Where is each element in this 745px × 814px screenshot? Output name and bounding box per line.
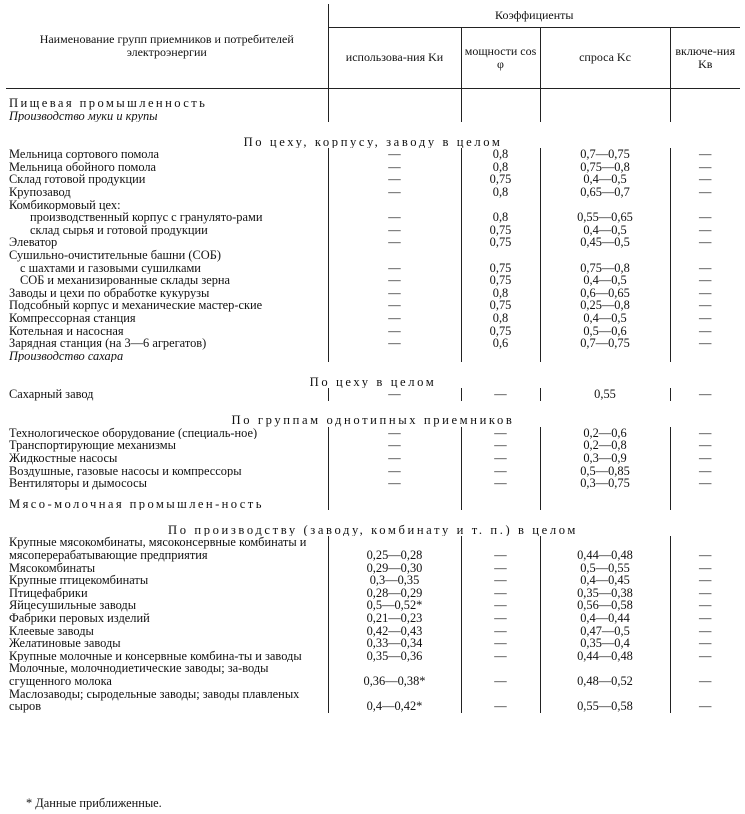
subsection-row xyxy=(6,350,740,363)
empty-cell xyxy=(328,490,461,511)
table-row xyxy=(6,427,740,440)
section-title: Пищевая промышленность xyxy=(9,96,208,110)
cell-kc: 0,4—0,5 xyxy=(540,312,670,325)
empty-cell xyxy=(328,110,461,123)
cell-kv: — xyxy=(670,388,740,401)
cell-kv: — xyxy=(670,536,740,561)
cell-kc: 0,7—0,75 xyxy=(540,148,670,161)
cell-kc: 0,48—0,52 xyxy=(540,662,670,687)
cell-cos: — xyxy=(461,536,540,561)
cell-ki: — xyxy=(328,388,461,401)
cell-kv: — xyxy=(670,262,740,275)
cell-cos: 0,75 xyxy=(461,224,540,237)
group-title: По цеху в целом xyxy=(309,374,437,389)
cell-kv xyxy=(670,249,740,262)
cell-ki: — xyxy=(328,325,461,338)
table-row xyxy=(6,236,740,249)
row-name: Склад готовой продукции xyxy=(9,173,146,186)
cell-cos: 0,8 xyxy=(461,161,540,174)
table-row xyxy=(6,274,740,287)
header-kv: включе-ния Kв xyxy=(670,27,740,88)
table-row xyxy=(6,439,740,452)
section-row xyxy=(6,490,740,511)
empty-cell xyxy=(540,490,670,511)
cell-cos: 0,75 xyxy=(461,236,540,249)
cell-kc: 0,55—0,65 xyxy=(540,211,670,224)
cell-kv: — xyxy=(670,274,740,287)
group-title: По производству (заводу, комбинату и т. п.) в целом xyxy=(168,522,578,537)
row-name: Заводы и цехи по обработке кукурузы xyxy=(9,286,210,300)
row-name: Воздушные, газовые насосы и компрессоры xyxy=(9,464,242,478)
cell-cos: — xyxy=(461,650,540,663)
cell-kc xyxy=(540,199,670,212)
cell-ki: 0,33—0,34 xyxy=(328,637,461,650)
cell-kv: — xyxy=(670,173,740,186)
table-body xyxy=(6,89,740,713)
table-row xyxy=(6,148,740,161)
cell-ki: — xyxy=(328,427,461,440)
row-name: Желатиновые заводы xyxy=(9,637,121,650)
cell-kc: 0,35—0,38 xyxy=(540,587,670,600)
empty-cell xyxy=(461,350,540,363)
cell-cos: — xyxy=(461,688,540,713)
cell-cos: 0,8 xyxy=(461,148,540,161)
table-row xyxy=(6,262,740,275)
empty-cell xyxy=(540,110,670,123)
row-name: Мельница обойного помола xyxy=(9,160,157,174)
cell-cos: 0,75 xyxy=(461,173,540,186)
cell-ki: 0,42—0,43 xyxy=(328,625,461,638)
cell-ki: — xyxy=(328,439,461,452)
cell-ki: 0,28—0,29 xyxy=(328,587,461,600)
row-name: Крупные мясокомбинаты, мясоконсервные комбинаты и мясоперерабатывающие предприятия xyxy=(9,536,307,562)
table-row xyxy=(6,211,740,224)
cell-ki: — xyxy=(328,465,461,478)
cell-kv: — xyxy=(670,236,740,249)
cell-ki: — xyxy=(328,211,461,224)
group-title-row xyxy=(6,510,740,536)
cell-kv: — xyxy=(670,148,740,161)
cell-kc xyxy=(540,249,670,262)
table-row xyxy=(6,452,740,465)
cell-ki: — xyxy=(328,262,461,275)
header-cos: мощности cos φ xyxy=(461,27,540,88)
cell-kc: 0,2—0,6 xyxy=(540,427,670,440)
row-name: Технологическое оборудование (специаль-ное) xyxy=(9,426,258,440)
row-name: Клеевые заводы xyxy=(9,624,94,638)
cell-cos: 0,8 xyxy=(461,312,540,325)
cell-kc: 0,3—0,75 xyxy=(540,477,670,490)
cell-cos: 0,8 xyxy=(461,211,540,224)
cell-kc: 0,25—0,8 xyxy=(540,299,670,312)
cell-kc: 0,7—0,75 xyxy=(540,337,670,350)
cell-kc: 0,44—0,48 xyxy=(540,650,670,663)
subsection-title: Производство муки и крупы xyxy=(9,109,158,123)
cell-cos: 0,75 xyxy=(461,325,540,338)
cell-cos: — xyxy=(461,587,540,600)
cell-ki: 0,5—0,52* xyxy=(328,599,461,612)
cell-kv xyxy=(670,199,740,212)
row-name: производственный корпус с гранулято-рами xyxy=(30,211,263,224)
cell-kv: — xyxy=(670,312,740,325)
cell-cos: 0,8 xyxy=(461,186,540,199)
table-row xyxy=(6,337,740,350)
row-name: Крупные птицекомбинаты xyxy=(9,574,149,587)
cell-ki: 0,35—0,36 xyxy=(328,650,461,663)
cell-kv: — xyxy=(670,688,740,713)
row-name: Мясокомбинаты xyxy=(9,561,96,575)
group-title-row xyxy=(6,401,740,427)
empty-cell xyxy=(461,89,540,110)
row-name: Компрессорная станция xyxy=(9,311,136,325)
cell-kv: — xyxy=(670,612,740,625)
cell-kc: 0,44—0,48 xyxy=(540,536,670,561)
cell-kv: — xyxy=(670,650,740,663)
cell-kc: 0,35—0,4 xyxy=(540,637,670,650)
cell-cos: 0,75 xyxy=(461,274,540,287)
cell-kc: 0,55 xyxy=(540,388,670,401)
cell-kc: 0,4—0,44 xyxy=(540,612,670,625)
header-name-text: Наименование групп приемников и потребителей электроэнергии xyxy=(39,32,294,59)
cell-ki: 0,3—0,35 xyxy=(328,574,461,587)
empty-cell xyxy=(670,490,740,511)
cell-ki: — xyxy=(328,173,461,186)
table-row xyxy=(6,637,740,650)
table-row xyxy=(6,587,740,600)
table-row xyxy=(6,173,740,186)
row-name: Птицефабрики xyxy=(9,586,88,600)
cell-ki xyxy=(328,249,461,262)
table-row xyxy=(6,536,740,561)
cell-cos: 0,75 xyxy=(461,299,540,312)
table-row xyxy=(6,186,740,199)
cell-ki xyxy=(328,199,461,212)
table-row xyxy=(6,287,740,300)
table-row xyxy=(6,574,740,587)
table-row xyxy=(6,477,740,490)
cell-kv: — xyxy=(670,186,740,199)
cell-kc: 0,55—0,58 xyxy=(540,688,670,713)
cell-kv: — xyxy=(670,224,740,237)
empty-cell xyxy=(670,110,740,123)
footnote: * Данные приближенные. xyxy=(26,796,162,810)
empty-cell xyxy=(670,350,740,363)
cell-ki: — xyxy=(328,274,461,287)
cell-cos: — xyxy=(461,625,540,638)
cell-ki: 0,21—0,23 xyxy=(328,612,461,625)
cell-kc: 0,2—0,8 xyxy=(540,439,670,452)
cell-ki: — xyxy=(328,299,461,312)
cell-kv: — xyxy=(670,337,740,350)
row-name: Молочные, молочнодиетические заводы; за-воды сгущенного молока xyxy=(9,662,269,688)
cell-cos: 0,6 xyxy=(461,337,540,350)
table-row xyxy=(6,612,740,625)
cell-kv: — xyxy=(670,211,740,224)
subsection-title: Производство сахара xyxy=(9,349,124,363)
cell-kv: — xyxy=(670,637,740,650)
cell-cos: — xyxy=(461,637,540,650)
cell-kc: 0,4—0,5 xyxy=(540,274,670,287)
row-name: Комбикормовый цех: xyxy=(9,198,121,212)
table-row xyxy=(6,224,740,237)
table-row xyxy=(6,465,740,478)
cell-ki: 0,29—0,30 xyxy=(328,562,461,575)
cell-cos: — xyxy=(461,612,540,625)
coefficients-table xyxy=(6,4,740,713)
cell-ki: 0,25—0,28 xyxy=(328,536,461,561)
table-row xyxy=(6,161,740,174)
row-name: склад сырья и готовой продукции xyxy=(30,223,208,237)
table-header xyxy=(6,4,740,89)
cell-kc: 0,6—0,65 xyxy=(540,287,670,300)
cell-kc: 0,5—0,6 xyxy=(540,325,670,338)
header-group-coefficients: Коэффициенты xyxy=(328,4,740,27)
row-name: Транспортирующие механизмы xyxy=(9,439,176,453)
row-name: Маслозаводы; сыродельные заводы; заводы плавленых сыров xyxy=(9,687,300,713)
cell-cos: — xyxy=(461,599,540,612)
cell-ki: — xyxy=(328,477,461,490)
table-row xyxy=(6,688,740,713)
empty-cell xyxy=(328,89,461,110)
empty-cell xyxy=(540,350,670,363)
group-title: По цеху, корпусу, заводу в целом xyxy=(243,134,503,149)
cell-kv: — xyxy=(670,452,740,465)
row-name: Яйцесушильные заводы xyxy=(9,599,137,612)
table-row xyxy=(6,312,740,325)
cell-cos: 0,75 xyxy=(461,262,540,275)
empty-cell xyxy=(328,350,461,363)
cell-ki: 0,36—0,38* xyxy=(328,662,461,687)
cell-ki: 0,4—0,42* xyxy=(328,688,461,713)
table-row xyxy=(6,299,740,312)
cell-cos: 0,8 xyxy=(461,287,540,300)
cell-ki: — xyxy=(328,337,461,350)
table-row xyxy=(6,325,740,338)
cell-kv: — xyxy=(670,599,740,612)
cell-kc: 0,56—0,58 xyxy=(540,599,670,612)
empty-cell xyxy=(670,89,740,110)
table-row xyxy=(6,249,740,262)
row-name: Подсобный корпус и механические мастер-ские xyxy=(9,299,263,312)
cell-cos: — xyxy=(461,452,540,465)
row-name: Вентиляторы и дымососы xyxy=(9,477,147,490)
cell-ki: — xyxy=(328,312,461,325)
cell-ki: — xyxy=(328,287,461,300)
cell-kv: — xyxy=(670,562,740,575)
group-title: По группам однотипных приемников xyxy=(231,413,515,427)
cell-kc: 0,3—0,9 xyxy=(540,452,670,465)
cell-kv: — xyxy=(670,587,740,600)
section-row xyxy=(6,89,740,110)
cell-kc: 0,4—0,5 xyxy=(540,224,670,237)
table-row xyxy=(6,650,740,663)
row-name: Крупные молочные и консервные комбина-ты и заводы xyxy=(9,649,302,663)
cell-ki: — xyxy=(328,224,461,237)
cell-kc: 0,5—0,85 xyxy=(540,465,670,478)
cell-cos: — xyxy=(461,465,540,478)
cell-kc: 0,65—0,7 xyxy=(540,186,670,199)
row-name: Фабрики перовых изделий xyxy=(9,612,150,625)
empty-cell xyxy=(540,89,670,110)
cell-cos: — xyxy=(461,477,540,490)
cell-kv: — xyxy=(670,287,740,300)
cell-kc: 0,5—0,55 xyxy=(540,562,670,575)
cell-ki: — xyxy=(328,186,461,199)
row-name: Зарядная станция (на 3—6 агрегатов) xyxy=(9,337,207,350)
row-name: Котельная и насосная xyxy=(9,324,124,338)
cell-cos: — xyxy=(461,388,540,401)
row-name: Сахарный завод xyxy=(9,388,94,401)
table-row xyxy=(6,625,740,638)
cell-kc: 0,4—0,45 xyxy=(540,574,670,587)
cell-kc: 0,47—0,5 xyxy=(540,625,670,638)
table-row xyxy=(6,662,740,687)
row-name: СОБ и механизированные склады зерна xyxy=(20,274,231,287)
cell-kc: 0,4—0,5 xyxy=(540,173,670,186)
cell-kv: — xyxy=(670,439,740,452)
table-row xyxy=(6,599,740,612)
empty-cell xyxy=(461,490,540,511)
cell-ki: — xyxy=(328,452,461,465)
table-row xyxy=(6,562,740,575)
row-name: с шахтами и газовыми сушилками xyxy=(20,261,201,275)
table-row xyxy=(6,388,740,401)
cell-ki: — xyxy=(328,161,461,174)
cell-cos: — xyxy=(461,574,540,587)
cell-kv: — xyxy=(670,574,740,587)
header-kc: спроса Kс xyxy=(540,27,670,88)
cell-kc: 0,75—0,8 xyxy=(540,262,670,275)
cell-kv: — xyxy=(670,662,740,687)
group-title-row xyxy=(6,362,740,388)
cell-kc: 0,75—0,8 xyxy=(540,161,670,174)
cell-ki: — xyxy=(328,236,461,249)
cell-kv: — xyxy=(670,427,740,440)
row-name: Жидкостные насосы xyxy=(9,452,118,465)
cell-cos xyxy=(461,249,540,262)
group-title-row xyxy=(6,122,740,148)
cell-kv: — xyxy=(670,625,740,638)
section-title: Мясо-молочная промышлен-ность xyxy=(9,496,264,511)
table-row xyxy=(6,199,740,212)
row-name: Элеватор xyxy=(9,236,58,249)
cell-kv: — xyxy=(670,465,740,478)
header-name-column xyxy=(6,4,328,89)
cell-cos: — xyxy=(461,439,540,452)
cell-kv: — xyxy=(670,161,740,174)
subsection-row xyxy=(6,110,740,123)
row-name: Мельница сортового помола xyxy=(9,148,160,161)
row-name: Крупозавод xyxy=(9,185,71,199)
cell-kv: — xyxy=(670,477,740,490)
row-name: Сушильно-очистительные башни (СОБ) xyxy=(9,248,221,262)
cell-cos: — xyxy=(461,427,540,440)
cell-kv: — xyxy=(670,299,740,312)
cell-cos: — xyxy=(461,562,540,575)
cell-ki: — xyxy=(328,148,461,161)
cell-cos: — xyxy=(461,662,540,687)
header-ki: использова-ния Kи xyxy=(328,27,461,88)
cell-kv: — xyxy=(670,325,740,338)
cell-cos xyxy=(461,199,540,212)
empty-cell xyxy=(461,110,540,123)
cell-kc: 0,45—0,5 xyxy=(540,236,670,249)
